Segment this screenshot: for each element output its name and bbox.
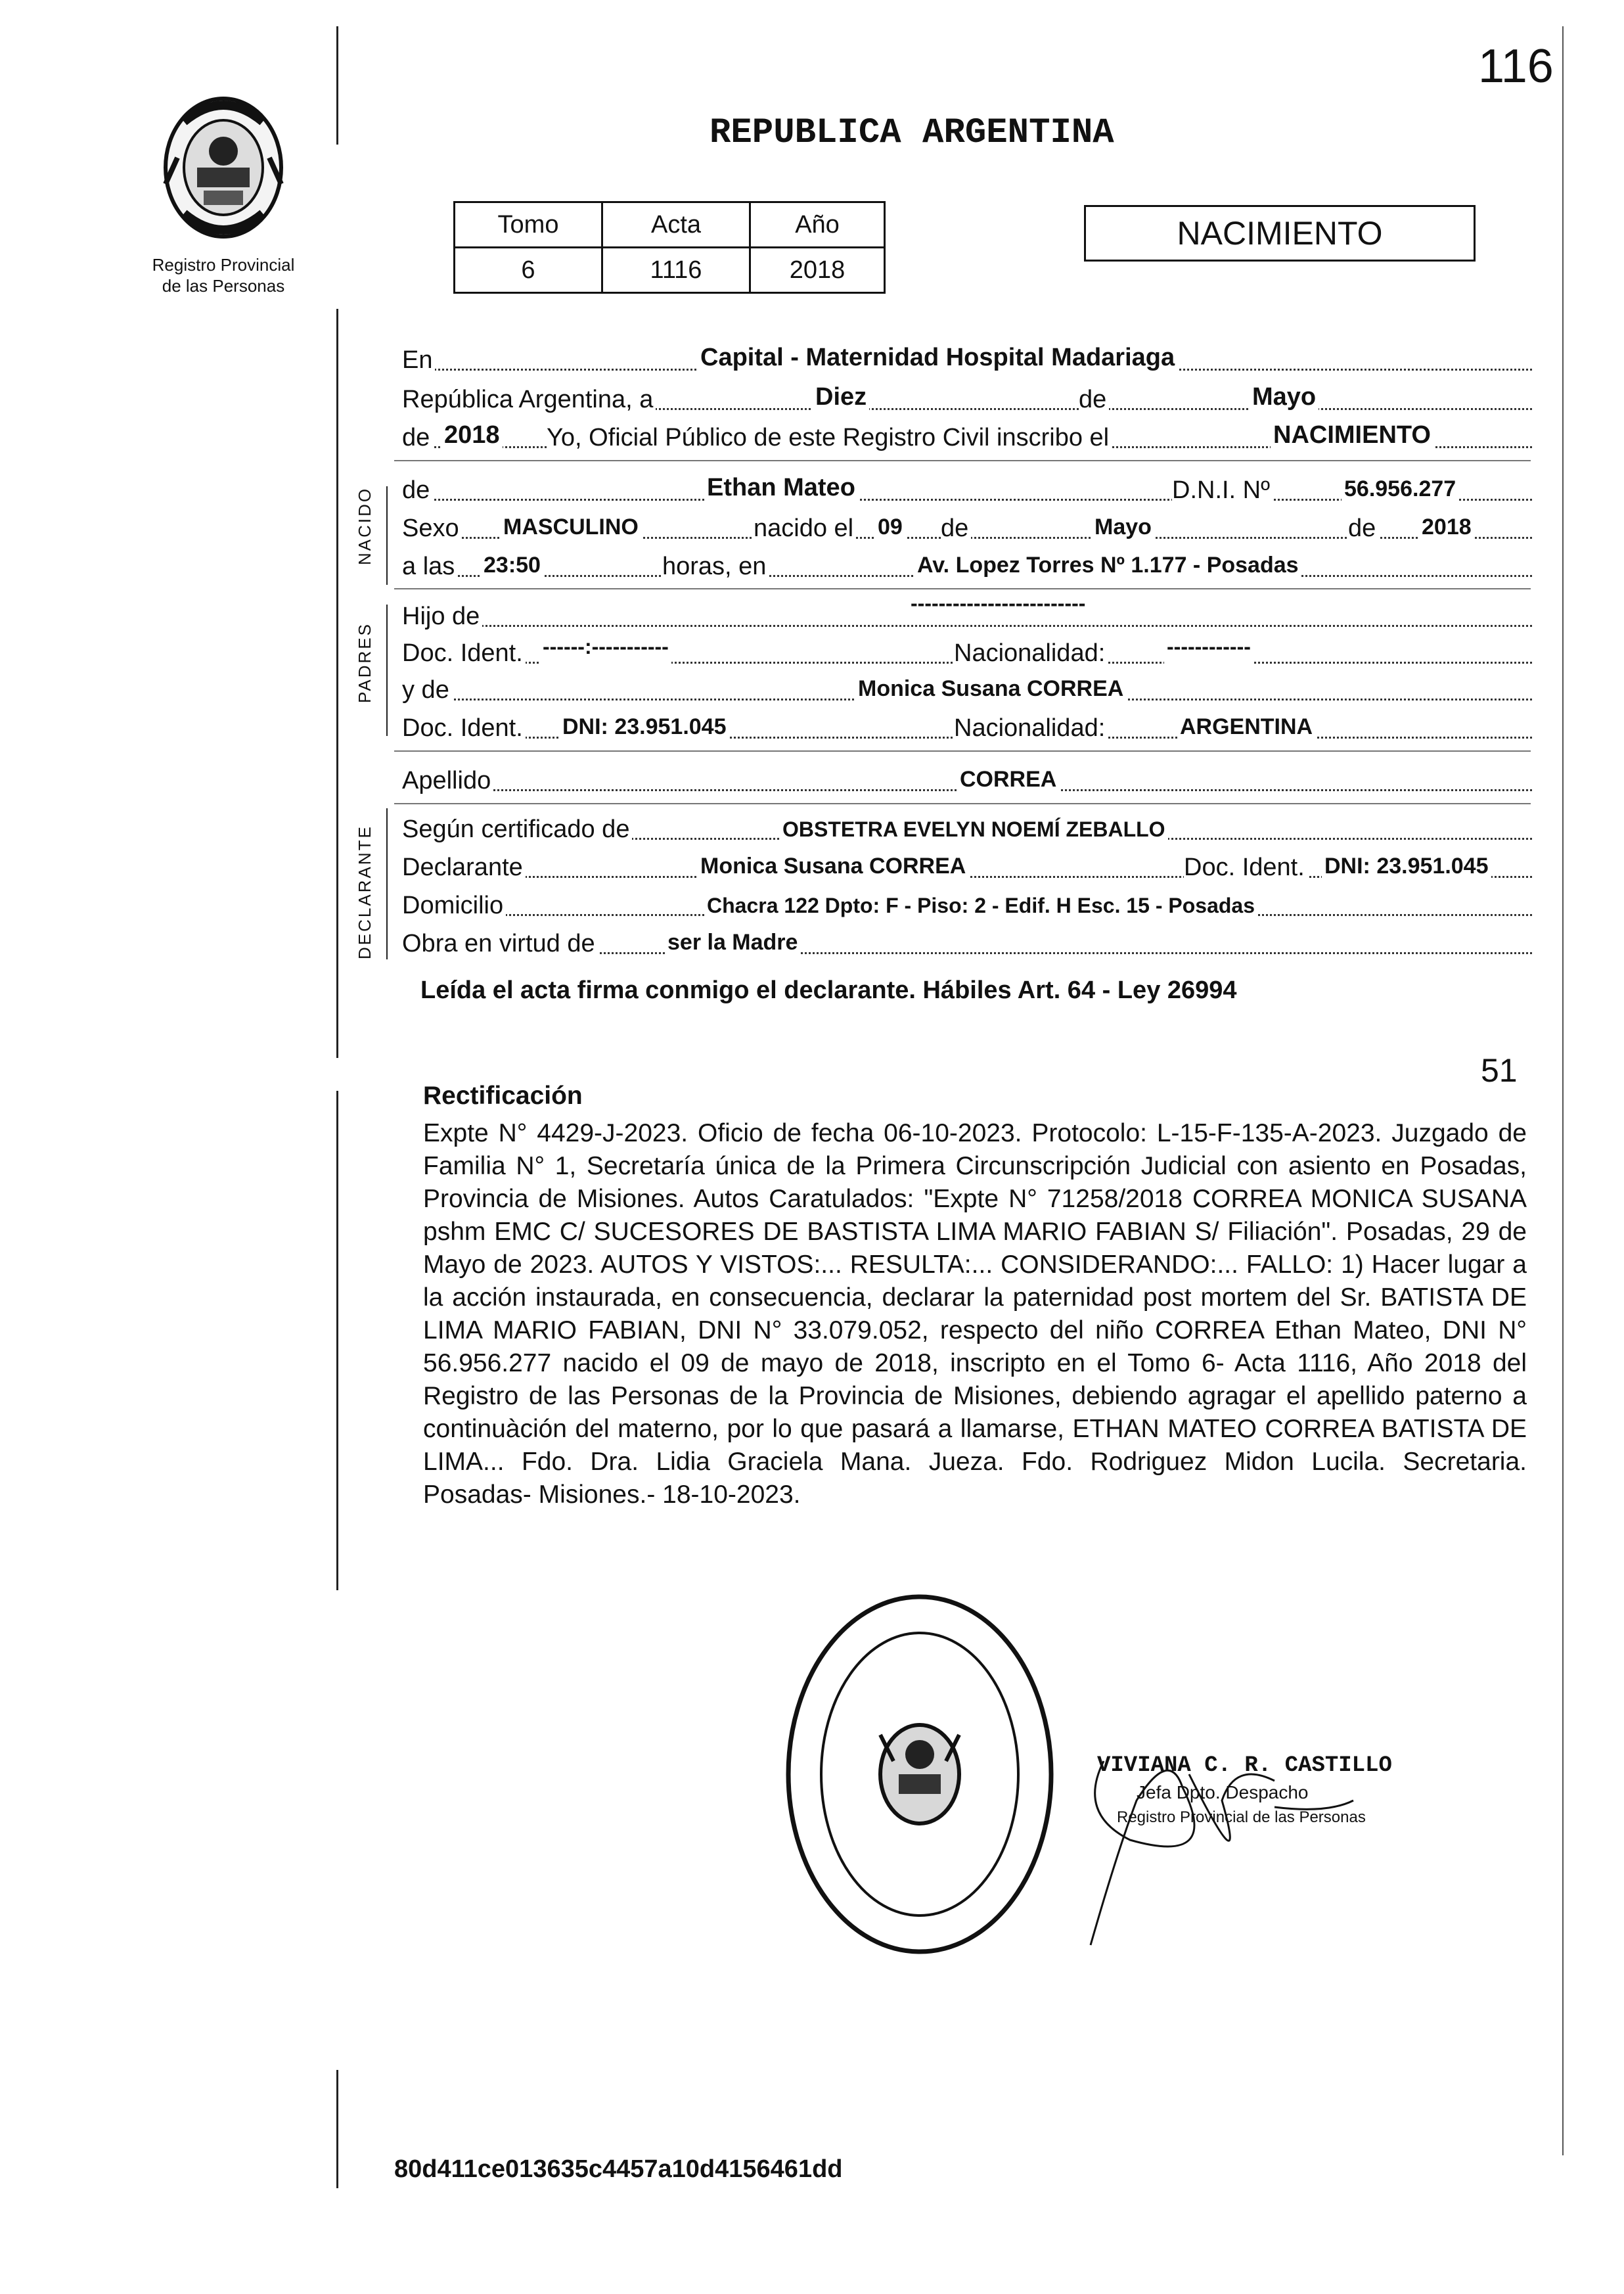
field-hijo-de bbox=[402, 598, 1532, 635]
signer-title: Jefa Dpto. Despacho bbox=[1137, 1782, 1309, 1802]
section-line-padres bbox=[386, 605, 388, 736]
ref-value-acta: 1116 bbox=[602, 248, 750, 293]
field-apellido bbox=[402, 762, 1532, 799]
ref-header-anio: Año bbox=[750, 202, 885, 248]
country-title: REPUBLICA ARGENTINA bbox=[710, 113, 1114, 153]
value-domicilio: Chacra 122 Dpto: F - Piso: 2 - Edif. H Esc. 15 - Posadas bbox=[704, 887, 1257, 924]
value-nacido-dia: 09 bbox=[875, 510, 905, 545]
label-de-anio: de bbox=[402, 419, 432, 456]
left-margin-line-lower bbox=[336, 1091, 338, 1590]
value-lugar: Av. Lopez Torres Nº 1.177 - Posadas bbox=[914, 548, 1301, 584]
value-dia: Diez bbox=[813, 381, 869, 415]
page-number: 116 bbox=[1478, 40, 1554, 93]
field-en bbox=[402, 342, 1532, 379]
side-label-declarante: DECLARANTE bbox=[355, 825, 374, 959]
value-madre: Monica Susana CORREA bbox=[855, 672, 1126, 707]
label-doc2: Doc. Ident. bbox=[402, 710, 526, 746]
ref-header-acta: Acta bbox=[602, 202, 750, 248]
value-hora: 23:50 bbox=[481, 548, 543, 584]
separator-line-1 bbox=[394, 460, 1531, 461]
value-hijo-de: ------------------------- bbox=[908, 598, 1088, 622]
label-dni: D.N.I. Nº bbox=[1172, 472, 1273, 509]
signer-org: Registro Provincial de las Personas bbox=[1117, 1808, 1366, 1826]
label-horas-en: horas, en bbox=[662, 548, 769, 585]
label-declarante: Declarante bbox=[402, 849, 526, 886]
value-apellido: CORREA bbox=[957, 762, 1059, 798]
label-nacido-de: de bbox=[941, 510, 971, 547]
field-certificado bbox=[402, 811, 1532, 848]
label-decl-doc: Doc. Ident. bbox=[1184, 849, 1307, 886]
value-doc2: DNI: 23.951.045 bbox=[560, 710, 729, 745]
field-nombre bbox=[402, 472, 1532, 509]
left-margin-line-mid bbox=[336, 309, 338, 1058]
label-nacido-el: nacido el bbox=[754, 510, 856, 547]
left-margin-line-top bbox=[336, 26, 338, 145]
registry-label-1: Registro Provincial bbox=[152, 255, 295, 275]
label-en: En bbox=[402, 342, 435, 379]
value-nacido-mes: Mayo bbox=[1092, 510, 1154, 545]
label-nac1: Nacionalidad: bbox=[954, 635, 1108, 672]
signer-name: VIVIANA C. R. CASTILLO bbox=[1097, 1753, 1392, 1778]
left-margin-line-bottom bbox=[336, 2070, 338, 2188]
document-type-box: NACIMIENTO bbox=[1084, 205, 1476, 262]
value-certificado: OBSTETRA EVELYN NOEMÍ ZEBALLO bbox=[780, 811, 1168, 848]
value-dni: 56.956.277 bbox=[1342, 472, 1458, 507]
label-nombre: de bbox=[402, 472, 432, 509]
label-apellido: Apellido bbox=[402, 762, 493, 799]
label-domicilio: Domicilio bbox=[402, 887, 506, 924]
value-nac2: ARGENTINA bbox=[1177, 710, 1315, 745]
label-nacido-de2: de bbox=[1348, 510, 1378, 547]
right-margin-line bbox=[1562, 26, 1564, 2155]
value-decl-doc: DNI: 23.951.045 bbox=[1322, 849, 1491, 884]
label-nac2: Nacionalidad: bbox=[954, 710, 1108, 746]
value-declarante: Monica Susana CORREA bbox=[698, 849, 968, 884]
label-sexo: Sexo bbox=[402, 510, 462, 547]
field-obra bbox=[402, 925, 1532, 962]
field-republica bbox=[402, 381, 1532, 418]
label-de-mes: de bbox=[1079, 381, 1109, 418]
label-obra: Obra en virtud de bbox=[402, 925, 598, 962]
value-obra: ser la Madre bbox=[665, 925, 800, 961]
value-en: Capital - Maternidad Hospital Madariaga bbox=[698, 342, 1177, 376]
value-nacido-anio: 2018 bbox=[1419, 510, 1474, 545]
field-doc2 bbox=[402, 710, 1532, 746]
label-republica: República Argentina, a bbox=[402, 381, 656, 418]
reference-header-row bbox=[455, 202, 885, 248]
rectificacion-title: Rectificación bbox=[423, 1082, 583, 1110]
rectificacion-text: Expte N° 4429-J-2023. Oficio de fecha 06-10-2023. Protocolo: L-15-F-135-A-2023. Juzgado de Familia N° 1, Secretaría única de la Primera Circunscripción Judicial con asiento en Posadas, Provincia de Misiones. Autos Caratulados: "Expte N° 71258/2018 CORREA MONICA SUSANA pshm EMC C/ SUCESORES DE BASTISTA LIMA MARIO FABIAN S/ Filiación". Posadas, 29 de Mayo de 2023. AUTOS Y VISTOS:... RESULTA:... CONSIDERANDO:... FALLO: 1) Hacer lugar a la acción instaurada, en consecuencia, declarar la paternidad post mortem del Sr. BATISTA DE LIMA MARIO FABIAN, DNI N° 33.079.052, respecto del niño CORREA Ethan Mateo, DNI N° 56.956.277 nacido el 09 de mayo de 2018, inscripto en el Tomo 6- Acta 1116, Año 2018 del Registro de las Personas de la Provincia de Misiones, debiendo agragar el apellido paterno a continuàción del materno, por lo que pasará a llamarse, ETHAN MATEO CORREA BATISTA DE LIMA... Fdo. Dra. Lidia Graciela Mana. Jueza. Fdo. Rodriguez Midon Lucila. Secretaria. Posadas- Misiones.- 18-10-2023. bbox=[423, 1119, 1527, 1509]
field-doc1 bbox=[402, 635, 1532, 672]
value-nac1: ------------ bbox=[1164, 635, 1253, 665]
closing-statement: Leída el acta firma conmigo el declarante. Hábiles Art. 64 - Ley 26994 bbox=[420, 976, 1237, 1004]
province-coat-of-arms-icon bbox=[158, 92, 289, 250]
separator-line-2 bbox=[394, 588, 1531, 589]
label-oficial: Yo, Oficial Público de este Registro Civil inscribo el bbox=[547, 419, 1112, 456]
ref-value-tomo: 6 bbox=[455, 248, 602, 293]
seal-outer-text: DIRECC. GRAL. DEL REGISTRO PROVINCIAL DE LAS PERSONAS bbox=[821, 1965, 1018, 1986]
label-yde: y de bbox=[402, 672, 452, 708]
field-domicilio bbox=[402, 887, 1532, 924]
section-line-declarante bbox=[386, 808, 388, 959]
field-hora-lugar bbox=[402, 548, 1532, 585]
field-anio-inscribo bbox=[402, 419, 1532, 456]
province-logo bbox=[158, 92, 289, 250]
value-doc1: ------:----------- bbox=[540, 635, 671, 665]
separator-line-4 bbox=[394, 803, 1531, 804]
separator-line-3 bbox=[394, 750, 1531, 752]
ref-value-anio: 2018 bbox=[750, 248, 885, 293]
value-sexo: MASCULINO bbox=[501, 510, 641, 545]
label-alas: a las bbox=[402, 548, 457, 585]
value-mes: Mayo bbox=[1250, 381, 1319, 415]
reference-value-row bbox=[455, 248, 885, 293]
label-hijo-de: Hijo de bbox=[402, 598, 482, 635]
registry-seal bbox=[782, 1590, 1058, 1958]
field-sexo bbox=[402, 510, 1532, 547]
reference-table bbox=[453, 201, 886, 294]
value-anio: 2018 bbox=[441, 419, 503, 453]
ref-header-tomo: Tomo bbox=[455, 202, 602, 248]
value-inscribo: NACIMIENTO bbox=[1271, 419, 1433, 453]
document-hash: 80d411ce013635c4457a10d4156461dd bbox=[394, 2155, 843, 2183]
official-seal-icon bbox=[782, 1590, 1058, 1958]
registry-label-2: de las Personas bbox=[162, 276, 285, 296]
side-label-padres: PADRES bbox=[355, 622, 374, 703]
field-declarante bbox=[402, 849, 1532, 886]
side-label-nacido: NACIDO bbox=[355, 486, 374, 565]
field-madre bbox=[402, 672, 1532, 708]
label-certificado: Según certificado de bbox=[402, 811, 632, 848]
value-nombre: Ethan Mateo bbox=[704, 472, 858, 506]
rectificacion-number: 51 bbox=[1481, 1052, 1518, 1089]
label-doc1: Doc. Ident. bbox=[402, 635, 526, 672]
section-line-nacido bbox=[386, 486, 388, 585]
